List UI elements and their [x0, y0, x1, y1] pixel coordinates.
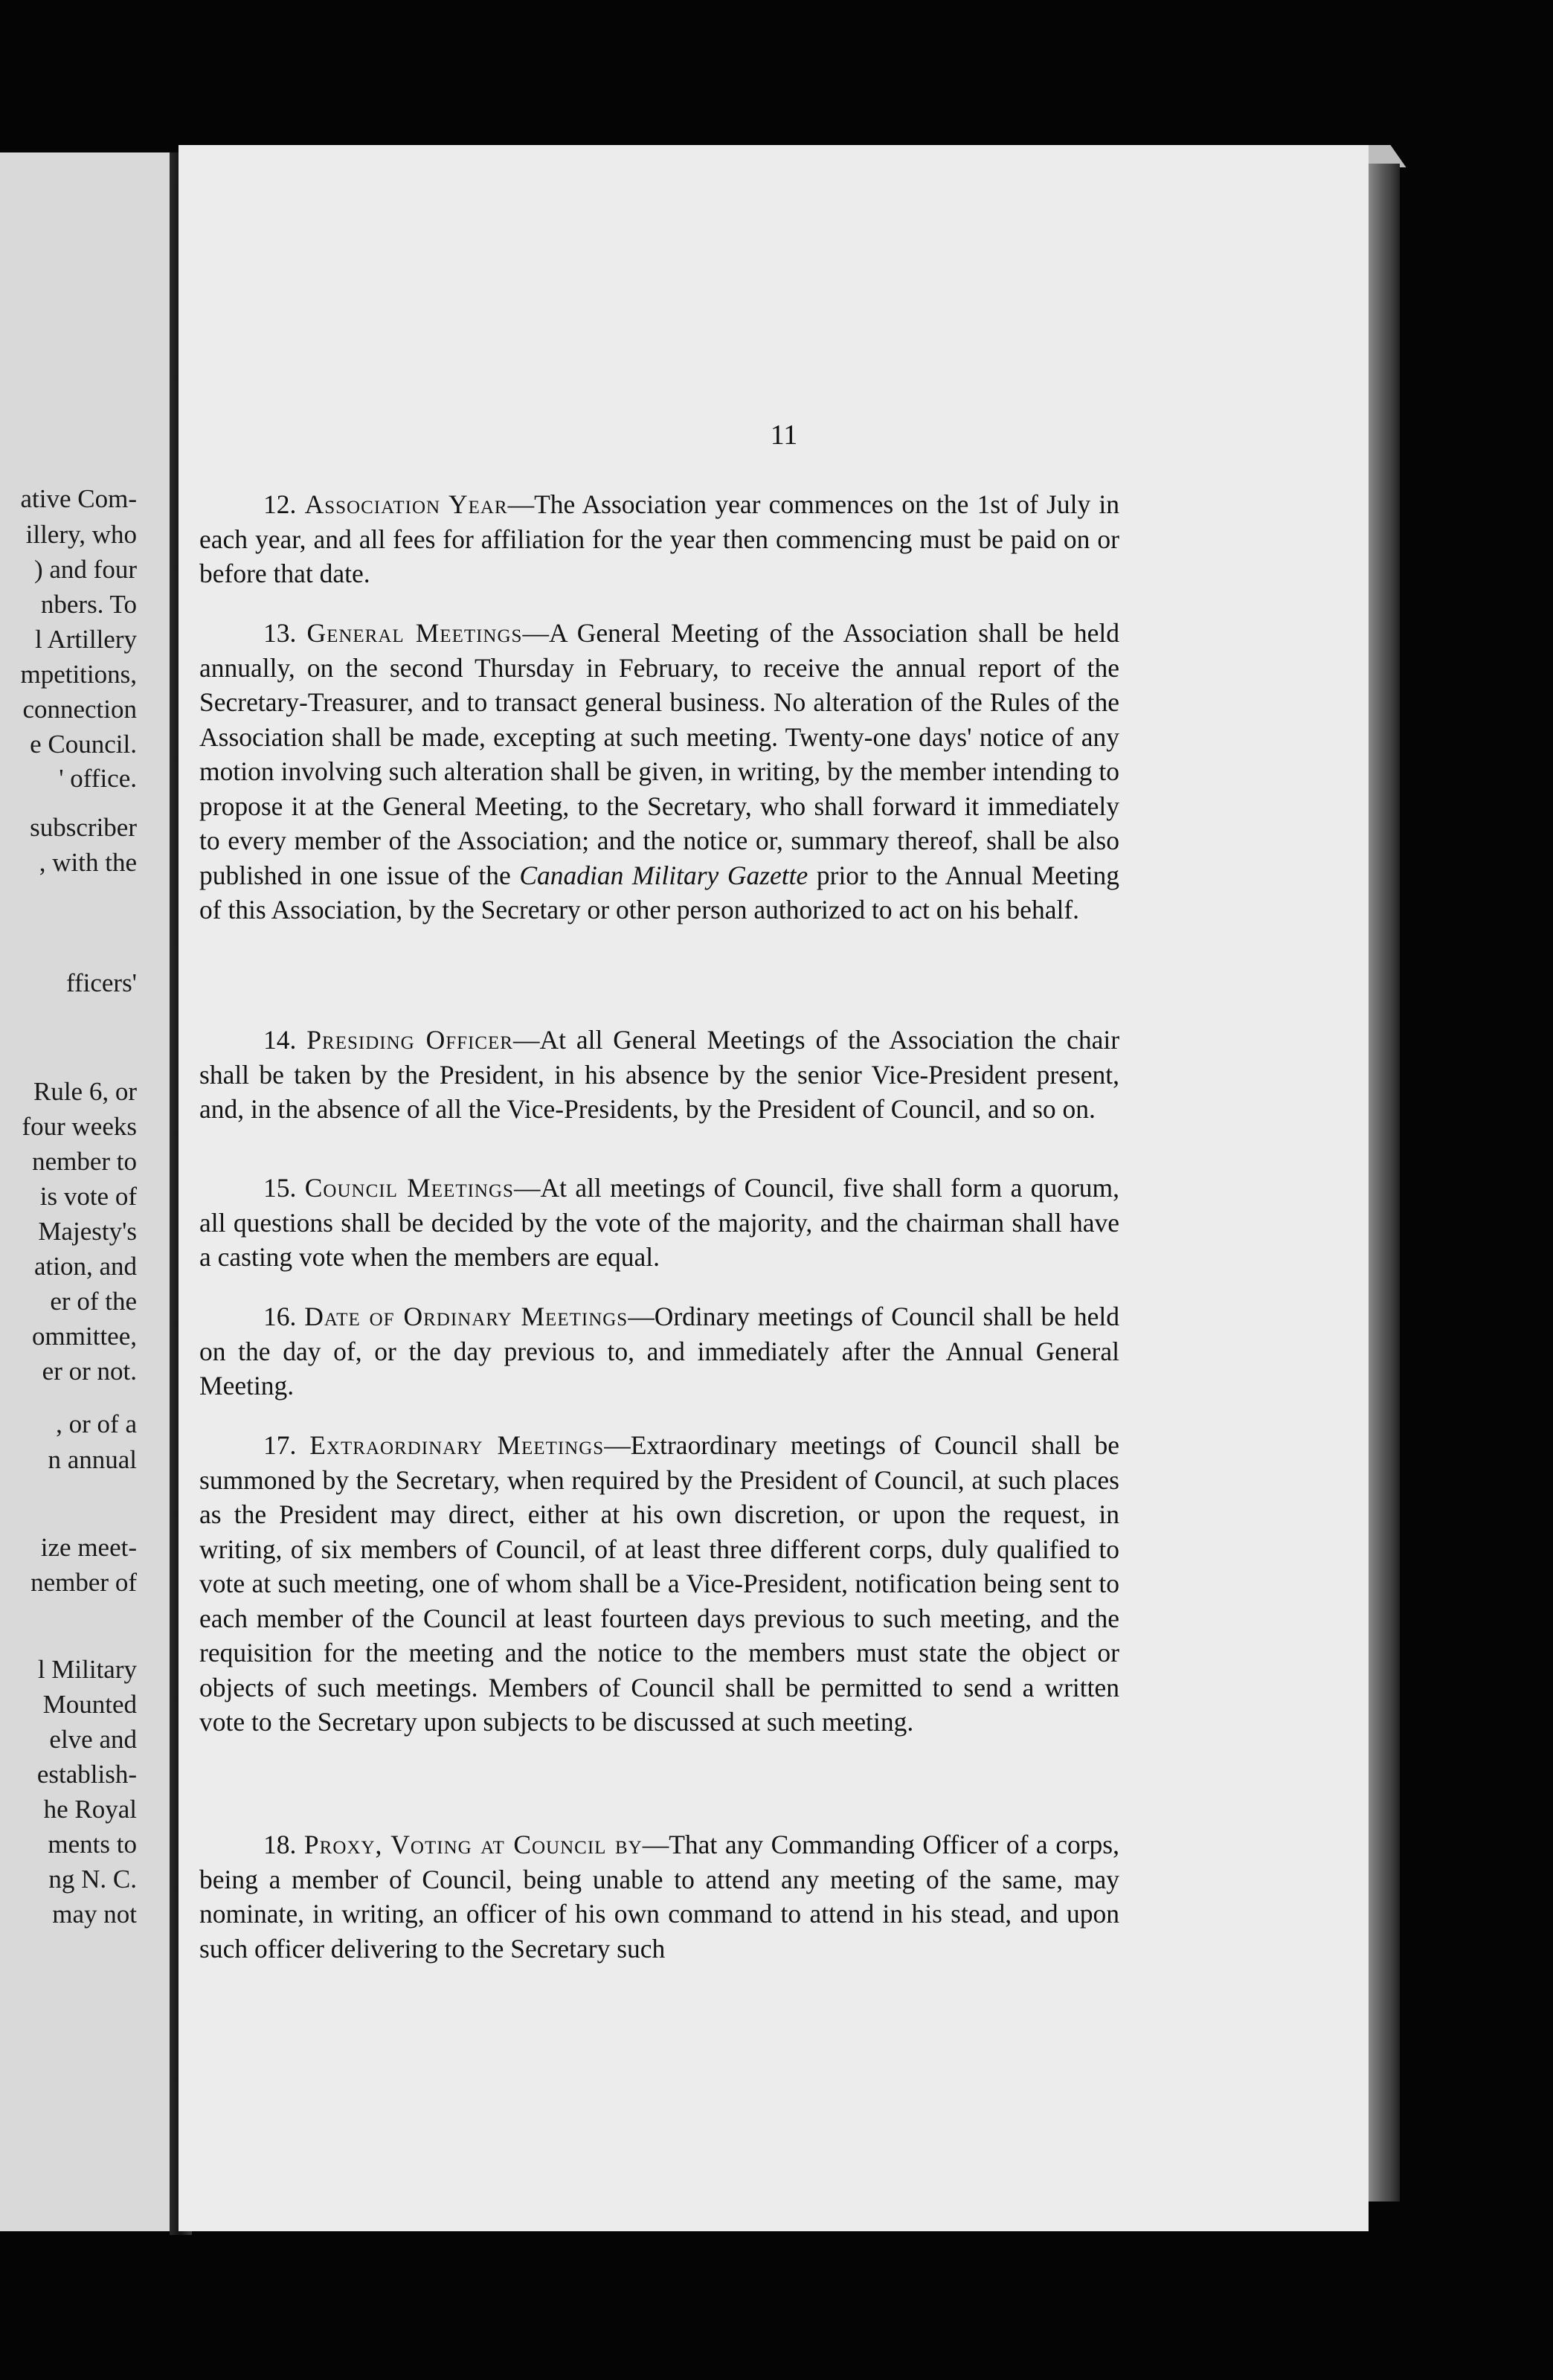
section-text: —A General Meeting of the Association shall be held annually, on the second Thursday in February, to receive the annual report of the Secretary-Treasurer, and to transact general business. No alteration of the Rules of the Association shall be made, excepting at such meeting. Twenty-one days' notice of any motion involving such alteration shall be given, in writing, by the member intending to propose it at the General Meeting, to the Secretary, who shall forward it immediately to every member of the Association; and the notice or, summary thereof, shall be also published in one issue of the: [199, 618, 1120, 890]
section-text: —At all General Meetings of the Association the chair shall be taken by the President, in his absence by the senior Vice-President present, and, in the absence of all the Vice-Presidents, by the President of Council, and so on.: [199, 1025, 1120, 1124]
section-number: 15.: [263, 1173, 297, 1203]
section-heading: Presiding Officer: [306, 1025, 513, 1055]
section-heading: Date of Ordinary Meetings: [304, 1302, 628, 1331]
left-line: subscriber: [30, 813, 137, 842]
left-line: ation, and: [33, 1252, 137, 1281]
section-number: 12.: [263, 489, 297, 519]
section-number: 13.: [263, 618, 297, 648]
left-line: Majesty's: [38, 1217, 137, 1246]
left-line: ) and four: [33, 555, 137, 584]
section-12: [199, 487, 1119, 591]
left-line: l Artillery: [34, 625, 137, 654]
left-line: is vote of: [39, 1182, 137, 1211]
left-page: [0, 152, 170, 2231]
section-14: [199, 1023, 1119, 1127]
left-line: ments to: [48, 1830, 137, 1859]
section-number: 17.: [263, 1430, 297, 1460]
section-heading: Council Meetings: [304, 1173, 514, 1203]
left-line: , with the: [39, 848, 137, 877]
left-line: fficers': [65, 968, 137, 997]
left-line: four weeks: [22, 1112, 137, 1141]
left-line: ng N. C.: [48, 1865, 137, 1894]
section-text: —That any Commanding Officer of a corps, being a member of Council, being unable to attend any meeting of the same, may nominate, in writing, an officer of his own command to attend in his stead, and upon such officer delivering to the Secretary such: [199, 1830, 1120, 1964]
section-number: 16.: [263, 1302, 297, 1331]
section-18: [199, 1827, 1119, 1966]
section-heading: Association Year: [304, 489, 508, 519]
left-line: ize meet-: [40, 1533, 137, 1562]
section-heading: Extraordinary Meetings: [309, 1430, 605, 1460]
left-line: l Military: [37, 1655, 137, 1684]
left-line: er of the: [50, 1287, 137, 1316]
section-heading: Proxy, Voting at Council by: [303, 1830, 643, 1859]
section-15: [199, 1171, 1119, 1275]
gazette-title: Canadian Military Gazette: [519, 860, 808, 890]
left-line: , or of a: [56, 1409, 137, 1438]
left-line: may not: [52, 1900, 137, 1929]
left-line: ative Com-: [20, 484, 137, 513]
left-line: e Council.: [30, 730, 137, 759]
section-text: —Ordinary meetings of Council shall be held on the day of, or the day previous to, and immediately after the Annual General Meeting.: [199, 1302, 1119, 1400]
left-line: ommittee,: [32, 1322, 137, 1351]
left-line: nember to: [32, 1147, 137, 1176]
left-line: he Royal: [43, 1795, 137, 1824]
page-number: 11: [770, 419, 798, 451]
section-16: [199, 1299, 1119, 1403]
section-number: 18.: [263, 1830, 297, 1859]
left-line: Rule 6, or: [33, 1077, 137, 1106]
section-number: 14.: [263, 1025, 297, 1055]
left-line: illery, who: [25, 520, 137, 549]
left-line: establish-: [36, 1760, 137, 1789]
section-text: —At all meetings of Council, five shall form a quorum, all questions shall be decided by the vote of the majority, and the chairman shall have a casting vote when the members are equal.: [199, 1173, 1120, 1272]
section-text: —Extraordinary meetings of Council shall be summoned by the Secretary, when required by the President of Council, at such places as the President may direct, either at his own discretion, or upon the request, in writing, of six members of Council, of at least three different corps, duly qualified to vote at such meeting, one of whom shall be a Vice-President, notification being sent to each member of the Council at least fourteen days previous to such meeting, and the requisition for the meeting and the notice to the members must state the object or objects of such meetings. Members of Council shall be permitted to send a written vote to the Secretary upon subjects to be discussed at such meeting.: [199, 1430, 1119, 1737]
page-edge: [1369, 164, 1400, 2202]
left-line: er or not.: [42, 1357, 137, 1386]
left-line: ' office.: [59, 764, 137, 793]
section-13: [199, 616, 1119, 927]
section-heading: General Meetings: [306, 618, 523, 648]
section-17: [199, 1428, 1119, 1740]
section-text: —The Association year commences on the 1st of July in each year, and all fees for affiliation for the year then commencing must be paid on or before that date.: [199, 489, 1120, 588]
left-line: Mounted: [42, 1690, 137, 1719]
left-line: connection: [22, 695, 137, 724]
left-line: nember of: [30, 1568, 137, 1597]
left-line: elve and: [49, 1725, 137, 1754]
left-line: n annual: [48, 1445, 137, 1474]
left-line: mpetitions,: [20, 660, 137, 689]
left-line: nbers. To: [40, 590, 137, 619]
section-text: prior to the Annual Meeting of this Association, by the Secretary or other person authorized to act on his behalf.: [199, 860, 1120, 924]
